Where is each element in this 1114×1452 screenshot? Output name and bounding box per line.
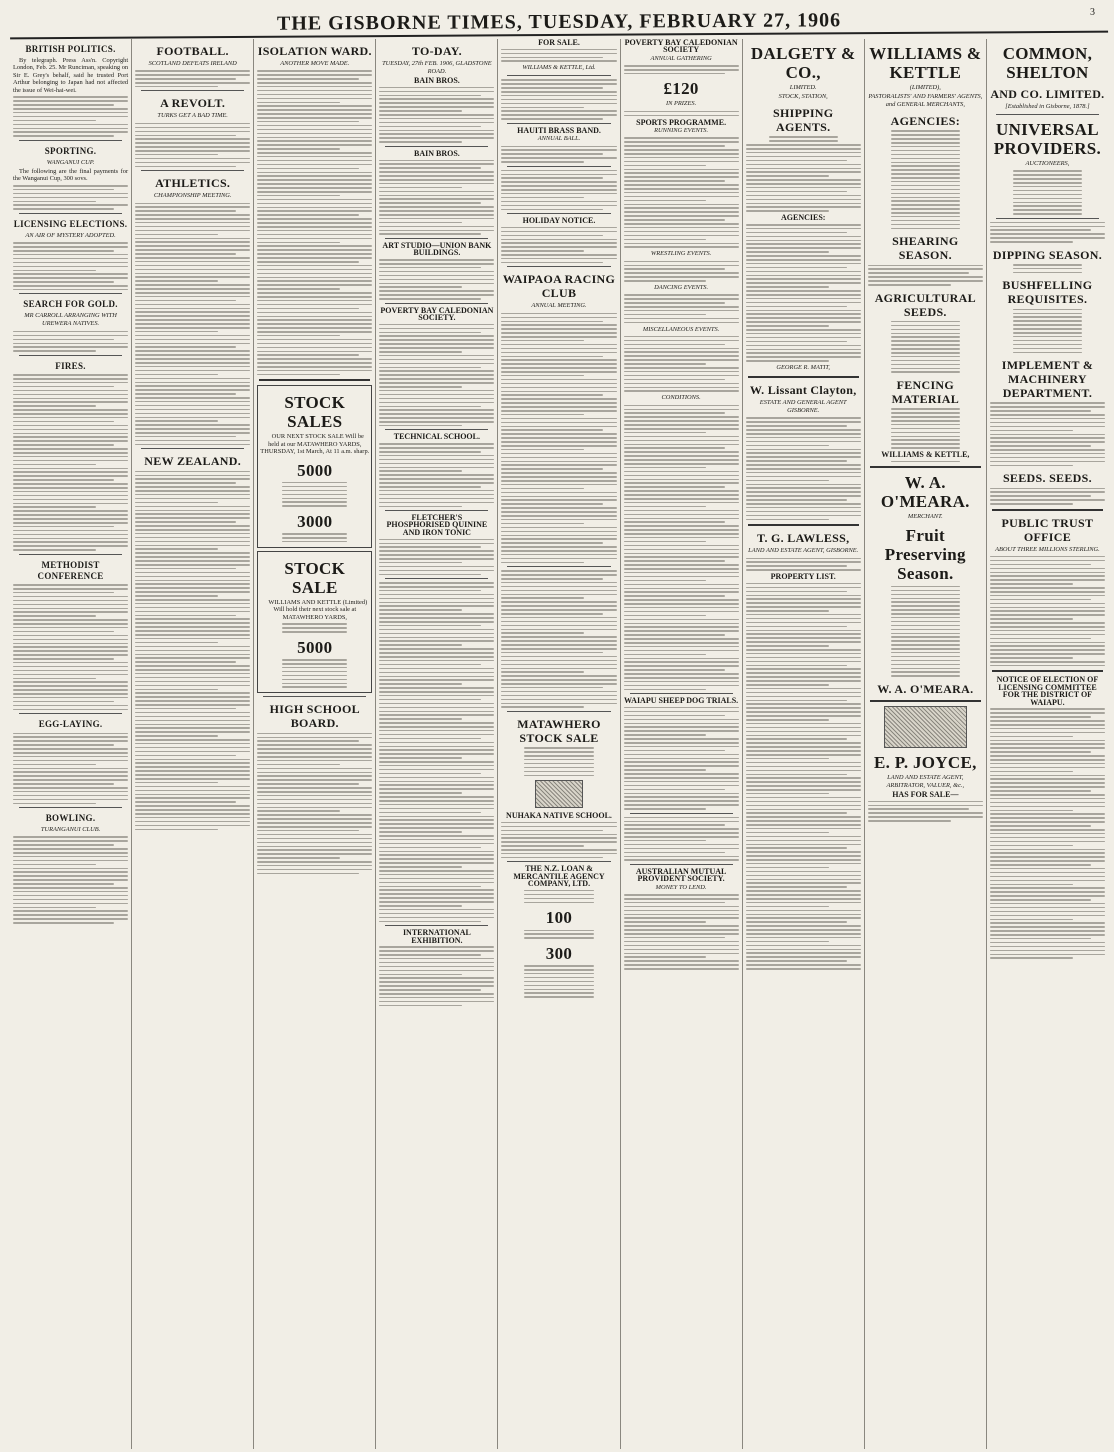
ep-joyce-has-for-sale: HAS FOR SALE— — [892, 789, 959, 799]
subheading-annual-ball: ANNUAL BALL. — [537, 135, 581, 143]
wa-omeara-merchant: MERCHANT. — [907, 513, 943, 521]
subheading-air-of-mystery: AN AIR OF MYSTERY ADOPTED. — [25, 231, 116, 239]
subheading-miscellaneous-events: MISCELLANEOUS EVENTS. — [642, 325, 720, 333]
number-5000: 5000 — [297, 460, 333, 480]
heading-fruit-preserving: Fruit Preserving Season. — [884, 526, 966, 584]
wa-omeara-signature: W. A. O'MEARA. — [877, 681, 974, 696]
subheading-wanganui-cup: WANGANUI CUP. — [46, 158, 95, 166]
heading-new-zealand: NEW ZEALAND. — [144, 454, 242, 469]
heading-dipping-season: DIPPING SEASON. — [992, 247, 1103, 262]
heading-dalgety-agencies: AGENCIES: — [780, 213, 826, 223]
subheading-gladstone-road: TUESDAY, 27th FEB. 1906, GLADSTONE ROAD. — [382, 60, 492, 75]
heading-public-trust-office: PUBLIC TRUST OFFICE — [1001, 515, 1094, 544]
heading-bain-bros-2: BAIN BROS. — [413, 148, 460, 158]
heading-seeds: SEEDS. SEEDS. — [1002, 471, 1092, 486]
heading-common-shelton: COMMON, SHELTON — [1002, 44, 1093, 82]
ep-joyce-title: LAND AND ESTATE AGENT, ARBITRATOR, VALUER, &c., — [886, 773, 965, 789]
common-shelton-established: [Established in Gisborne, 1878.] — [1005, 103, 1090, 110]
dalgety-limited: LIMITED. — [789, 84, 817, 91]
stock-sales-details: OUR NEXT STOCK SALE Will be held at our MATAWHERO YARDS, THURSDAY, 1st March, At 11 a.m. sharp. — [260, 433, 370, 456]
subheading-wrestling-events: WRESTLING EVENTS. — [650, 250, 712, 258]
column-9 — [987, 39, 1108, 1449]
subheading-running-events: RUNNING EVENTS. — [654, 127, 709, 135]
heading-bowling: BOWLING. — [45, 813, 96, 824]
subheading-dancing-events: DANCING EVENTS. — [654, 284, 709, 292]
heading-athletics: ATHLETICS. — [155, 176, 231, 191]
ad-stock-sale-williams-kettle — [257, 551, 372, 693]
stock-sale-details: WILLIAMS AND KETTLE (Limited) Will hold their next stock sale at MATAWHERO YARDS, — [268, 598, 368, 621]
page-number: 3 — [1089, 6, 1096, 18]
heading-stock-sales: STOCK SALES — [284, 393, 346, 432]
lissant-clayton-title: ESTATE AND GENERAL AGENT GISBORNE. — [759, 399, 847, 415]
building-illustration — [884, 706, 967, 748]
heading-isolation-ward: ISOLATION WARD. — [257, 44, 372, 58]
masthead — [10, 1, 1108, 40]
subheading-auctioneers: AUCTIONEERS, — [1025, 160, 1070, 167]
dalgety-manager: GEORGE R. MATIT, — [776, 364, 831, 372]
column-2 — [132, 39, 254, 1449]
heading-waipaoa-racing-club: WAIPAOA RACING CLUB — [502, 272, 616, 301]
heading-bushfelling-requisites: BUSHFELLING REQUISITES. — [1002, 278, 1093, 307]
heading-methodist-conference: METHODIST CONFERENCE — [37, 559, 104, 581]
heading-agricultural-seeds: AGRICULTURAL SEEDS. — [874, 290, 976, 319]
williams-kettle-title: PASTORALISTS' AND FARMERS' AGENTS, and GENERAL MERCHANTS, — [868, 93, 983, 108]
subheading-turanganui-club: TURANGANUI CLUB. — [40, 826, 101, 834]
heading-nuhaka-native-school: NUHAKA NATIVE SCHOOL. — [506, 811, 612, 821]
column-4 — [376, 39, 498, 1449]
for-sale-agent: WILLIAMS & KETTLE, Ltd. — [522, 64, 596, 72]
heading-shipping-agents: SHIPPING AGENTS. — [773, 106, 834, 134]
number-3000: 3000 — [297, 511, 333, 531]
heading-art-studio: ART STUDIO—UNION BANK BUILDINGS. — [382, 240, 492, 258]
heading-a-revolt: A REVOLT. — [160, 96, 226, 111]
heading-dalgety: DALGETY & CO., — [750, 44, 856, 82]
williams-kettle-limited: (LIMITED), — [909, 84, 941, 91]
subheading-turks: TURKS GET A BAD TIME. — [157, 112, 228, 120]
heading-universal-providers: UNIVERSAL PROVIDERS. — [993, 120, 1102, 158]
heading-fencing-material: FENCING MATERIAL — [891, 377, 960, 406]
article-wanganui-cup: The following are the final payments for the Wanganui Cup, 300 sovs. — [13, 167, 129, 183]
heading-caledonian-society-gathering: POVERTY BAY CALEDONIAN SOCIETY — [624, 39, 738, 55]
column-6 — [621, 39, 743, 1449]
heading-waiapu-sheep-dog-trials: WAIAPU SHEEP DOG TRIALS. — [624, 696, 739, 706]
heading-licensing-committee-notice: NOTICE OF ELECTION OF LICENSING COMMITTEE FOR THE DISTRICT OF WAIAPU. — [996, 675, 1099, 707]
heading-international-exhibition: INTERNATIONAL EXHIBITION. — [402, 928, 471, 945]
heading-search-for-gold: SEARCH FOR GOLD. — [23, 299, 118, 310]
subheading-three-millions: ABOUT THREE MILLIONS STERLING. — [995, 545, 1100, 553]
heading-property-list: PROPERTY LIST. — [770, 572, 836, 582]
heading-tg-lawless: T. G. LAWLESS, — [757, 531, 850, 546]
crest-illustration — [535, 780, 583, 808]
subheading-annual-gathering: ANNUAL GATHERING — [650, 54, 712, 62]
heading-football: FOOTBALL. — [156, 44, 229, 58]
heading-egg-laying: EGG-LAYING. — [38, 719, 103, 730]
article-british-politics: By telegraph. Press Ass'n. Copyright London, Feb. 25. Mr Runciman, speaking on Sir E. Grey's behalf, said he trusted Port Arthur belonging to Japan had not affected the issue of Wei-hai-wei. — [13, 57, 129, 94]
heading-sports-programme: SPORTS PROGRAMME. — [636, 117, 727, 127]
heading-technical-school: TECHNICAL SCHOOL. — [393, 432, 480, 442]
heading-caledonian-society: POVERTY BAY CALEDONIAN SOCIETY. — [380, 305, 494, 322]
heading-for-sale: FOR SALE. — [538, 39, 580, 47]
heading-stock-sale: STOCK SALE — [284, 558, 346, 597]
subheading-money-to-lend: MONEY TO LEND. — [655, 883, 707, 891]
column-5 — [498, 39, 620, 1449]
number-5000-b: 5000 — [297, 637, 333, 657]
heading-hauiti-brass-band: HAUITI BRASS BAND. — [517, 125, 601, 135]
subheading-scotland-ireland: SCOTLAND DEFEATS IRELAND — [148, 60, 237, 67]
heading-nz-loan-mercantile: THE N.Z. LOAN & MERCANTILE AGENCY COMPANY, LTD. — [513, 864, 605, 889]
column-3 — [254, 39, 376, 1449]
heading-wk-agencies: AGENCIES: — [890, 114, 961, 128]
heading-holiday-notice: HOLIDAY NOTICE. — [522, 216, 596, 226]
heading-amp-society: AUSTRALIAN MUTUAL PROVIDENT SOCIETY. — [635, 866, 727, 884]
column-8 — [865, 39, 987, 1449]
heading-sporting: SPORTING. — [44, 145, 97, 156]
dalgety-stock-station: STOCK, STATION, — [778, 93, 828, 100]
heading-fires: FIRES. — [55, 360, 86, 371]
number-100: 100 — [545, 908, 573, 928]
heading-bain-bros-1: BAIN BROS. — [413, 76, 460, 85]
subheading-another-move: ANOTHER MOVE MADE. — [280, 60, 350, 67]
heading-shearing-season: SHEARING SEASON. — [892, 234, 959, 263]
heading-high-school-board: HIGH SCHOOL BOARD. — [269, 702, 360, 731]
subheading-annual-meeting: ANNUAL MEETING. — [531, 302, 587, 310]
subheading-in-prizes: IN PRIZES. — [666, 100, 697, 108]
columns — [10, 39, 1108, 1449]
common-shelton-limited: AND CO. LIMITED. — [990, 87, 1105, 101]
heading-licensing-elections: LICENSING ELECTIONS. — [13, 218, 128, 229]
prize-amount: £120 — [663, 79, 699, 99]
heading-to-day: TO-DAY. — [411, 44, 462, 58]
heading-ep-joyce: E. P. JOYCE, — [874, 752, 977, 772]
heading-matawhero-stock-sale: MATAWHERO STOCK SALE — [517, 716, 601, 745]
subheading-conditions: CONDITIONS. — [661, 394, 701, 402]
tg-lawless-title: LAND AND ESTATE AGENT, GISBORNE. — [748, 547, 859, 555]
ad-stock-sales-dalgety — [257, 385, 372, 548]
column-7 — [743, 39, 865, 1449]
subheading-mr-carroll: MR CARROLL ARRANGING WITH UREWERA NATIVES. — [24, 312, 117, 328]
subheading-championship-meeting: CHAMPIONSHIP MEETING. — [153, 192, 232, 200]
heading-british-politics: BRITISH POLITICS. — [25, 44, 116, 54]
column-1 — [10, 39, 132, 1449]
heading-lissant-clayton: W. Lissant Clayton, — [749, 383, 857, 398]
heading-fletchers-tonic: FLETCHER'S PHOSPHORISED QUININE AND IRON TONIC — [386, 513, 488, 537]
heading-williams-kettle: WILLIAMS & KETTLE — [869, 44, 982, 82]
wk-signature: WILLIAMS & KETTLE, — [881, 450, 970, 460]
heading-wa-omeara: W. A. O'MEARA. — [880, 473, 970, 512]
heading-implement-machinery: IMPLEMENT & MACHINERY DEPARTMENT. — [1001, 358, 1094, 400]
masthead-title: THE GISBORNE TIMES, TUESDAY, FEBRUARY 27, 1906 — [276, 9, 842, 35]
number-300: 300 — [545, 943, 573, 963]
